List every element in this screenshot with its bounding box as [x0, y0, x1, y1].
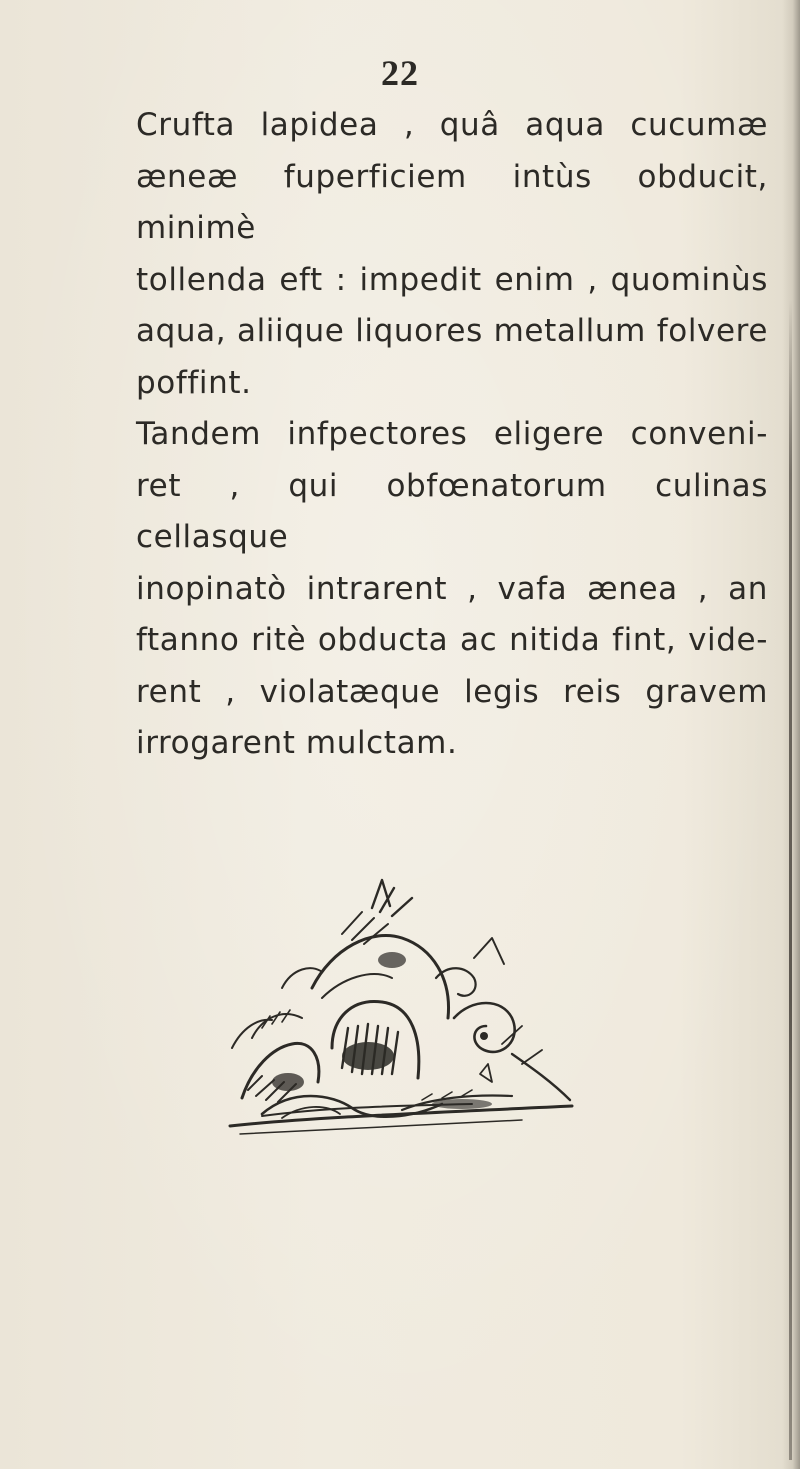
- text-line: ftanno ritè obducta ac nitida fint, vide-: [136, 622, 768, 658]
- text-line: poffint.: [136, 364, 252, 401]
- text-line: rent , violatæque legis reis gravem: [136, 673, 768, 710]
- body-text: [136, 100, 768, 770]
- text-line: Tandem infpectores eligere conveni-: [136, 416, 768, 452]
- text-line: æneæ fuperficiem intùs obducit, minimè: [136, 158, 768, 246]
- text-line: Crufta lapidea , quâ aqua cucumæ: [136, 107, 768, 143]
- page-number: 22: [381, 53, 419, 93]
- text-line: aqua, aliique liquores metallum folvere: [136, 313, 768, 349]
- text-line: tollenda eft : impedit enim , quominùs: [136, 261, 768, 298]
- decorative-vignette-icon: [222, 868, 582, 1143]
- page-edge-line: [789, 300, 792, 1460]
- text-line: ret , qui obfœnatorum culinas cellasque: [136, 467, 768, 555]
- text-line: irrogarent mulctam.: [136, 725, 458, 761]
- text-line: inopinatò intrarent , vafa ænea , an: [136, 570, 768, 607]
